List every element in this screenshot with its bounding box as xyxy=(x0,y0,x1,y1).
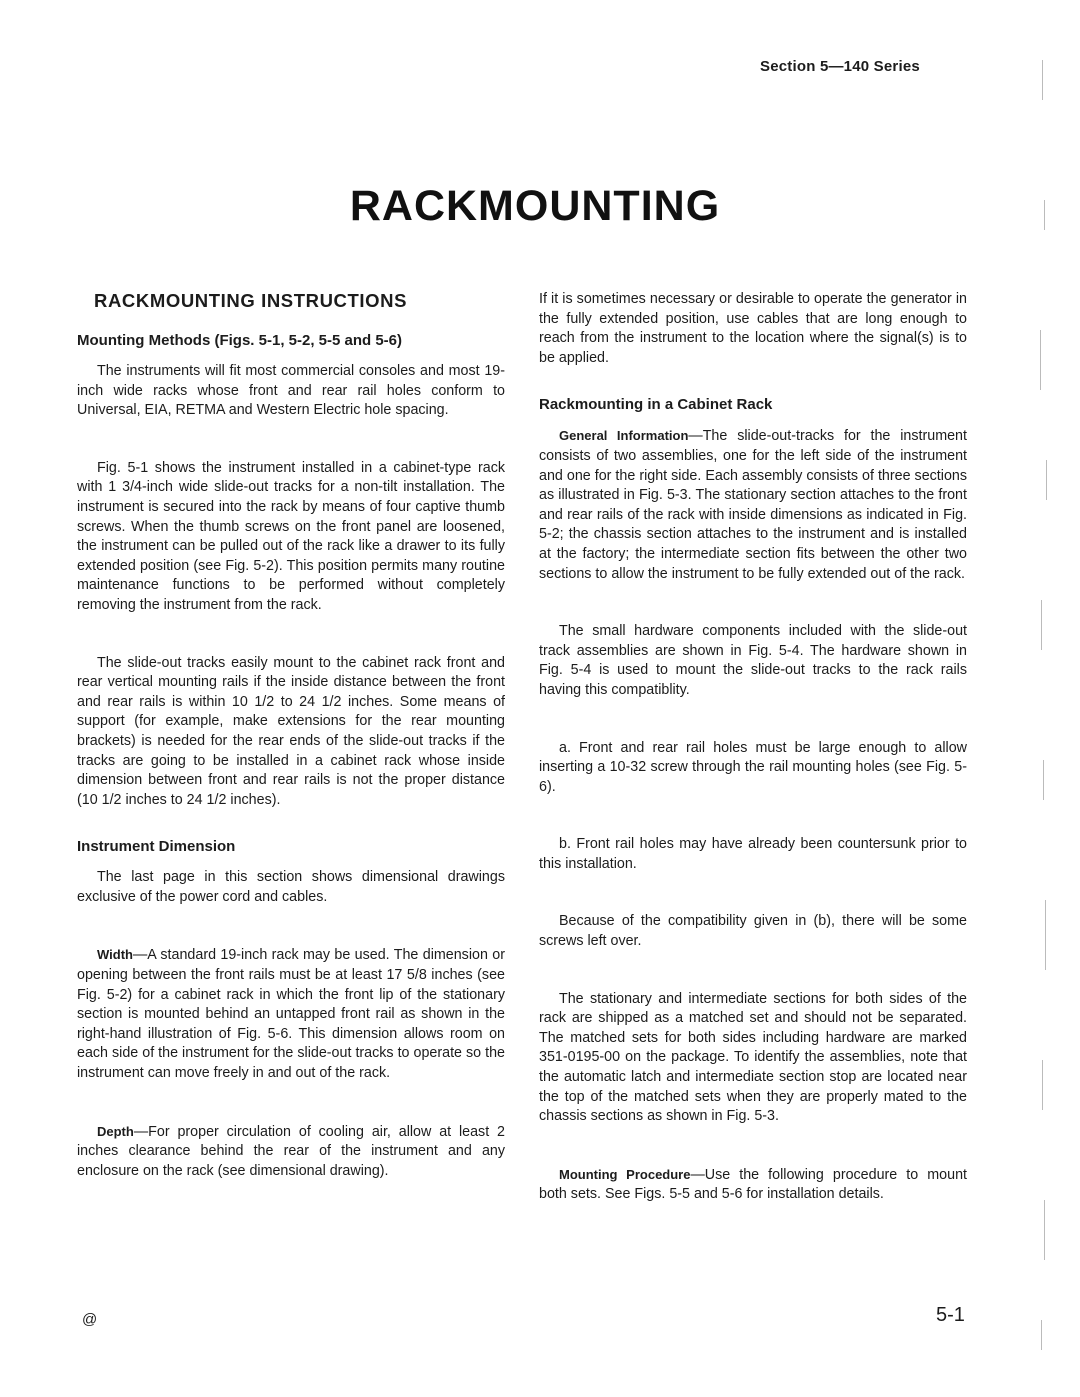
requirement-item-a: a. Front and rear rail holes must be large enough to allow inserting a 10-32 screw through the rail mounting holes (see Fig. 5-6). xyxy=(539,739,967,795)
instructions-heading: RACKMOUNTING INSTRUCTIONS xyxy=(94,290,408,311)
matched-sets-paragraph: The stationary and intermediate sections for both sides of the rack are shipped as a matched set and should not be separated. The matched sets for both sides including hardware are marked 351-0195-00 on the package. To identify the assemblies, note that the automatic latch and intermediate section stop are located near the top of the matched sets when they are properly mated to the chassis sections as shown in Fig. 5-3. xyxy=(539,990,967,1125)
general-information-paragraph xyxy=(539,426,967,584)
mounting-procedure-text: —Use the following procedure to mount both sets. See Figs. 5-5 and 5-6 for installation details. xyxy=(539,1166,968,1203)
mounting-methods-paragraph-1: The instruments will fit most commercial consoles and most 19-inch wide racks whose front and rear rail holes conform to Universal, EIA, RETMA and Western Electric hole spacing. xyxy=(77,363,505,419)
mounting-procedure-lead: Mounting Procedure xyxy=(559,1166,691,1182)
cabinet-rack-heading: Rackmounting in a Cabinet Rack xyxy=(539,396,773,414)
mounting-methods-paragraph-3: The slide-out tracks easily mount to the cabinet rack front and rear vertical mounting rails if the inside distance between the front and rear rails is within 10 1/2 to 24 1/2 inches. Some means of support (for example, make extensions for the rear mounting brackets) is needed for the rear ends of the slide-out tracks if the tracks are going to be installed in a cabinet rack whose inside dimension between front and rear rails is not the proper distance (10 1/2 inches to 24 1/2 inches). xyxy=(77,654,505,808)
general-information-lead: General Information xyxy=(559,428,689,444)
width-paragraph xyxy=(77,945,505,1083)
page-symbol: @ xyxy=(82,1311,98,1328)
compatibility-paragraph: Because of the compatibility given in (b), there will be some screws left over. xyxy=(539,913,967,950)
left-column xyxy=(77,290,505,1181)
depth-paragraph xyxy=(77,1122,505,1182)
mounting-procedure-paragraph xyxy=(539,1165,967,1205)
instrument-dimension-paragraph: The last page in this section shows dimensional drawings exclusive of the power cord and cables. xyxy=(77,869,505,905)
width-lead: Width xyxy=(97,947,133,963)
requirement-item-b: b. Front rail holes may have already been countersunk prior to this installation. xyxy=(539,836,967,872)
hardware-paragraph: The small hardware components included with the slide-out track assemblies are shown in Fig. 5-4. The hardware shown in Fig. 5-4 is used to mount the slide-out tracks to the rack rails having this compatiblity. xyxy=(539,623,967,698)
page-number: 5-1 xyxy=(936,1304,965,1326)
scan-edge-marks xyxy=(1030,40,1060,1360)
mounting-methods-paragraph-2: Fig. 5-1 shows the instrument installed in a cabinet-type rack with 1 3/4-inch wide slide-out tracks for a non-tilt installation. The instrument is secured into the rack by means of four captive thumb screws. When the thumb screws on the front panel are loosened, the instrument can be pulled out of the rack like a drawer to its fully extended position (see Fig. 5-2). This position permits many routine maintenance functions to be performed without completely removing the instrument from the rack. xyxy=(77,459,505,613)
instrument-dimension-heading: Instrument Dimension xyxy=(77,838,236,856)
page-title: RACKMOUNTING xyxy=(349,182,721,230)
section-header: Section 5—140 Series xyxy=(760,58,920,75)
width-text: —A standard 19-inch rack may be used. The dimension or opening between the front rails must be at least 17 5/8 inches (see Fig. 5-2) for a cabinet rack in which the front lip of the stationary section is mounted behind an untapped front rail as shown in the right-hand illustration of Fig. 5-6. This dimension allows room on each side of the instrument for the slide-out tracks to operate so the instrument can move freely in and out of the rack. xyxy=(77,947,505,1082)
extended-position-paragraph: If it is sometimes necessary or desirable to operate the generator in the fully extended position, use cables that are long enough to reach from the instrument to the location where the signal(s) is to be applied. xyxy=(539,291,967,366)
depth-lead: Depth xyxy=(97,1123,134,1139)
mounting-methods-heading: Mounting Methods (Figs. 5-1, 5-2, 5-5 and 5-6) xyxy=(77,332,403,349)
depth-text: —For proper circulation of cooling air, allow at least 2 inches clearance behind the rear of the instrument and any enclosure on the rack (see dimensional drawing). xyxy=(77,1123,505,1179)
right-column xyxy=(539,290,967,1205)
general-information-text: —The slide-out-tracks for the instrument consists of two assemblies, one for the left side of the instrument and one for the right side. Each assembly consists of three sections as illustrated in Fig. 5-3. The stationary section attaches to the front and rear rails of the rack with inside dimensions as indicated in Fig. 5-2; the chassis section attaches to the instrument and is installed at the factory; the intermediate section fits between the other two sections to allow the instrument to be fully extended out of the rack. xyxy=(539,428,967,582)
